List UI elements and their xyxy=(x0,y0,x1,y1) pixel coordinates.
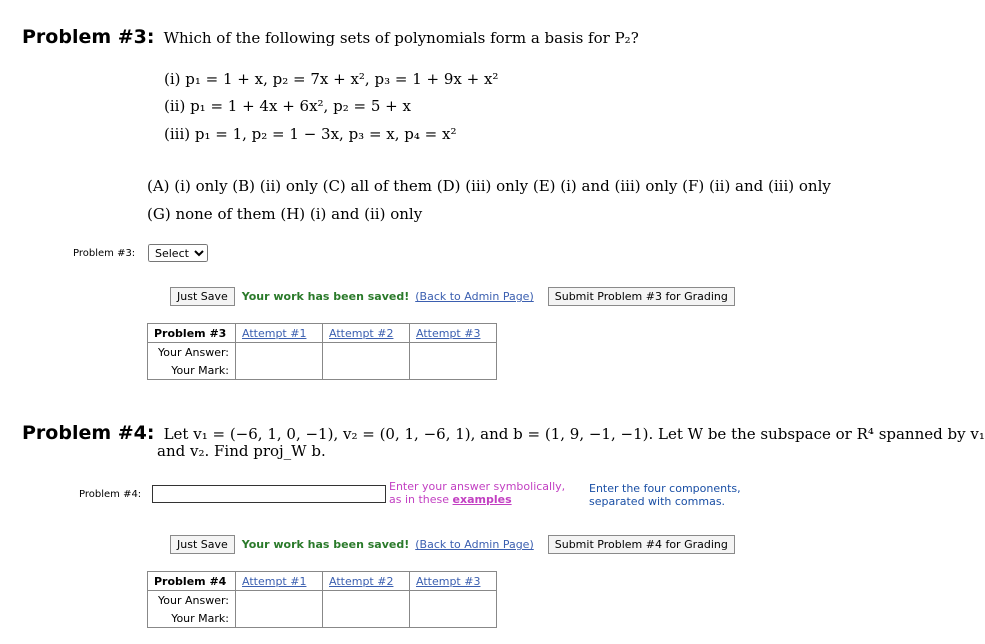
problem4-attempts-table xyxy=(147,571,497,628)
problem3-question: Which of the following sets of polynomials form a basis for P₂? xyxy=(163,29,639,47)
problem3-admin-link[interactable]: (Back to Admin Page) xyxy=(415,290,534,303)
problem4-actions xyxy=(170,535,735,554)
examples-link[interactable]: examples xyxy=(452,493,512,506)
problem3-item-2: (ii) p₁ = 1 + 4x + 6x², p₂ = 5 + x xyxy=(164,97,411,115)
your-mark-label: Your Mark: xyxy=(148,361,236,380)
your-mark-label: Your Mark: xyxy=(148,609,236,628)
your-answer-label: Your Answer: xyxy=(148,591,236,610)
problem3-choices-line2: (G) none of them (H) (i) and (ii) only xyxy=(147,205,423,223)
hint-components-line1: Enter the four components, xyxy=(589,482,741,495)
problem3-header xyxy=(22,26,639,48)
problem3-attempts-table xyxy=(147,323,497,380)
problem4-hint-components xyxy=(589,482,741,508)
answer-cell xyxy=(410,343,497,362)
attempt-1-link[interactable]: Attempt #1 xyxy=(242,574,307,588)
problem4-admin-link[interactable]: (Back to Admin Page) xyxy=(415,538,534,551)
mark-cell xyxy=(236,609,323,628)
mark-cell xyxy=(323,609,410,628)
hint-components-line2: separated with commas. xyxy=(589,495,726,508)
attempt-3-link[interactable]: Attempt #3 xyxy=(416,326,481,340)
problem4-header xyxy=(22,422,985,444)
answer-cell xyxy=(236,591,323,610)
problem4-saved-message: Your work has been saved! xyxy=(241,538,410,551)
attempt-3-link[interactable]: Attempt #3 xyxy=(416,574,481,588)
your-answer-label: Your Answer: xyxy=(148,343,236,362)
problem3-just-save-button[interactable]: Just Save xyxy=(170,287,235,306)
answer-cell xyxy=(410,591,497,610)
problem4-question-line1: Let v₁ = (−6, 1, 0, −1), v₂ = (0, 1, −6, 1), and b = (1, 9, −1, −1). Let W be the subspace or R⁴ spanned by v₁ xyxy=(163,425,985,443)
problem3-submit-button[interactable]: Submit Problem #3 for Grading xyxy=(548,287,735,306)
mark-cell xyxy=(410,361,497,380)
mark-cell xyxy=(236,361,323,380)
problem4-hint-symbolic xyxy=(389,480,565,506)
problem3-actions xyxy=(170,287,735,306)
hint-symbolic-line1: Enter your answer symbolically, xyxy=(389,480,566,493)
problem3-answer-label: Problem #3: xyxy=(73,248,136,259)
problem3-answer-select[interactable] xyxy=(148,244,208,262)
problem3-item-3: (iii) p₁ = 1, p₂ = 1 − 3x, p₃ = x, p₄ = x² xyxy=(164,125,457,143)
problem4-title: Problem #4: xyxy=(22,422,155,444)
table-header-problem: Problem #4 xyxy=(148,572,236,591)
table-header-row xyxy=(148,572,497,591)
attempt-1-link[interactable]: Attempt #1 xyxy=(242,326,307,340)
problem4-submit-button[interactable]: Submit Problem #4 for Grading xyxy=(548,535,735,554)
hint-symbolic-line2 xyxy=(389,493,565,506)
answer-cell xyxy=(323,591,410,610)
mark-cell xyxy=(410,609,497,628)
problem4-question-line2: and v₂. Find proj_W b. xyxy=(157,442,326,460)
answer-cell xyxy=(323,343,410,362)
table-header-problem: Problem #3 xyxy=(148,324,236,343)
attempt-2-link[interactable]: Attempt #2 xyxy=(329,326,394,340)
table-row xyxy=(148,609,497,628)
problem3-choices-line1: (A) (i) only (B) (ii) only (C) all of them (D) (iii) only (E) (i) and (iii) only (F) (ii) and (iii) only xyxy=(147,177,831,195)
answer-cell xyxy=(236,343,323,362)
problem4-answer-input[interactable] xyxy=(152,485,386,503)
table-row xyxy=(148,361,497,380)
table-header-row xyxy=(148,324,497,343)
problem4-answer-label: Problem #4: xyxy=(79,489,142,500)
problem4-just-save-button[interactable]: Just Save xyxy=(170,535,235,554)
problem3-saved-message: Your work has been saved! xyxy=(241,290,410,303)
problem3-title: Problem #3: xyxy=(22,26,155,48)
table-row xyxy=(148,343,497,362)
mark-cell xyxy=(323,361,410,380)
problem3-item-1: (i) p₁ = 1 + x, p₂ = 7x + x², p₃ = 1 + 9x + x² xyxy=(164,70,499,88)
table-row xyxy=(148,591,497,610)
attempt-2-link[interactable]: Attempt #2 xyxy=(329,574,394,588)
hint-symbolic-text: as in these xyxy=(389,493,450,506)
